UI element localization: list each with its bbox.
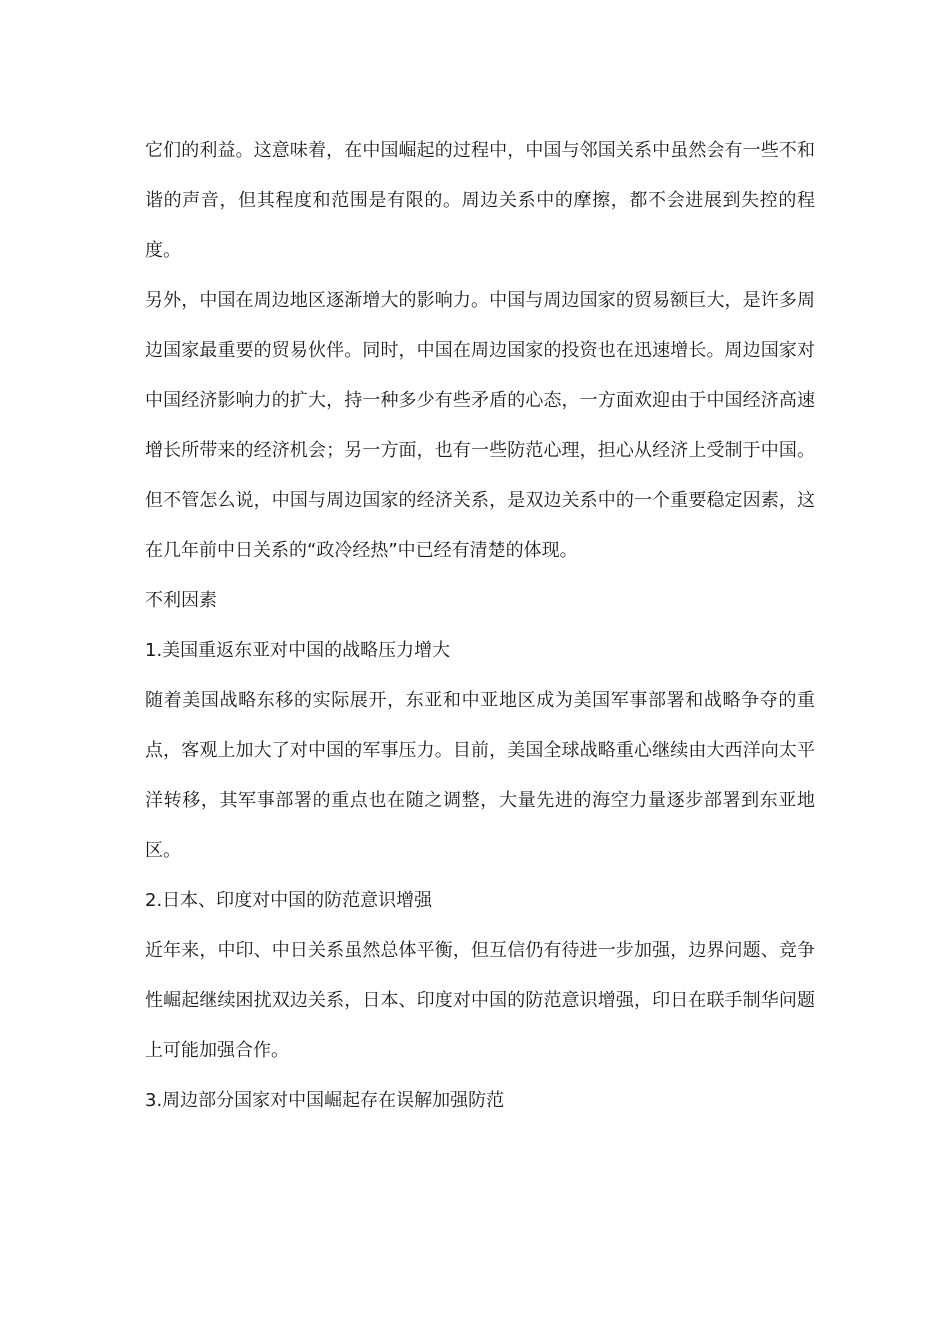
section-heading-unfavorable: 不利因素 — [145, 590, 217, 611]
paragraph-japan-india: 近年来，中印、中日关系虽然总体平衡，但互信仍有待进一步加强，边界问题、竞争性崛起继续困扰双边关系，日本、印度对中国的防范意识增强，印日在联手制华问题上可能加强合作。 — [145, 940, 815, 1061]
document-body — [145, 126, 815, 1126]
subheading-japan-india: 2.日本、印度对中国的防范意识增强 — [145, 890, 433, 911]
paragraph-interests: 它们的利益。这意味着，在中国崛起的过程中，中国与邻国关系中虽然会有一些不和谐的声音，但其程度和范围是有限的。周边关系中的摩擦，都不会进展到失控的程度。 — [145, 140, 815, 261]
subheading-us-return: 1.美国重返东亚对中国的战略压力增大 — [145, 640, 451, 661]
paragraph-influence: 另外，中国在周边地区逐渐增大的影响力。中国与周边国家的贸易额巨大，是许多周边国家最重要的贸易伙伴。同时，中国在周边国家的投资也在迅速增长。周边国家对中国经济影响力的扩大，持一种多少有些矛盾的心态，一方面欢迎由于中国经济高速增长所带来的经济机会；另一方面，也有一些防范心理，担心从经济上受制于中国。但不管怎么说，中国与周边国家的经济关系，是双边关系中的一个重要稳定因素，这在几年前中日关系的“政冷经热”中已经有清楚的体现。 — [145, 290, 815, 561]
subheading-neighbors: 3.周边部分国家对中国崛起存在误解加强防范 — [145, 1090, 505, 1111]
paragraph-us-strategy: 随着美国战略东移的实际展开，东亚和中亚地区成为美国军事部署和战略争夺的重点，客观上加大了对中国的军事压力。目前，美国全球战略重心继续由大西洋向太平洋转移，其军事部署的重点也在随之调整，大量先进的海空力量逐步部署到东亚地区。 — [145, 690, 815, 861]
